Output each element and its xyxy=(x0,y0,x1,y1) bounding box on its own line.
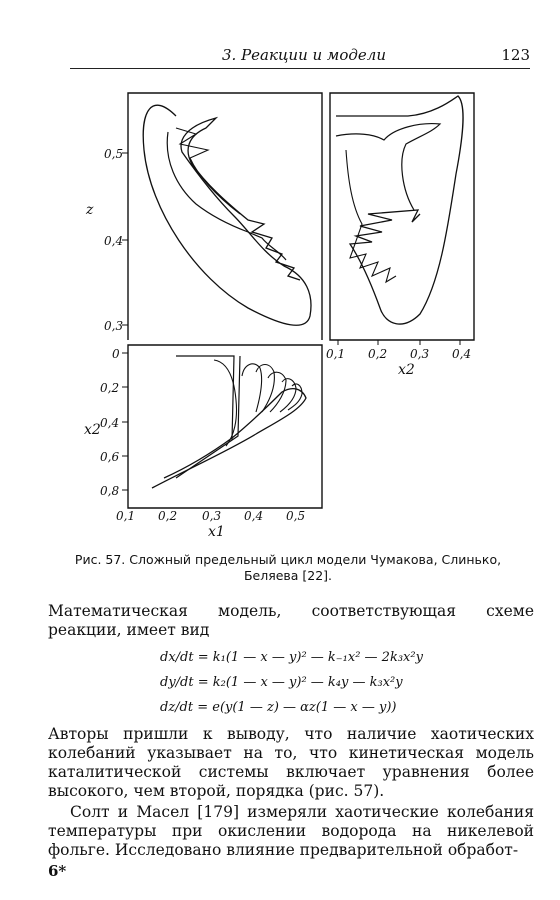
panel-x2-vs-x1 xyxy=(84,345,322,540)
attractor-trajectory xyxy=(336,124,440,210)
ytick-label: 0,3 xyxy=(104,319,124,333)
signature-mark: 6* xyxy=(48,862,67,880)
xtick-label: 0,5 xyxy=(286,509,306,523)
xtick-label: 0,1 xyxy=(326,347,346,361)
ytick-label: 0,2 xyxy=(100,381,120,395)
caption-text: Сложный предельный цикл модели Чумакова, Слинько, Беляева [22]. xyxy=(129,552,502,583)
attractor-trajectory xyxy=(346,150,396,282)
ytick-label: 0 xyxy=(112,347,120,361)
panel-frame xyxy=(128,93,322,340)
ytick-label: 0,4 xyxy=(104,234,124,248)
attractor-trajectory xyxy=(176,128,240,214)
equation-2: dy/dt = k₂(1 — x — y)² — k₄y — k₃x²y xyxy=(160,675,403,690)
attractor-loops xyxy=(242,364,302,412)
x-axis-label: x1 xyxy=(208,524,225,540)
section-title: 3. Реакции и модели xyxy=(222,46,386,64)
ytick-label: 0,5 xyxy=(104,147,124,161)
y-axis-label: x2 xyxy=(84,422,101,438)
figure-caption xyxy=(48,552,528,584)
ytick-label: 0,8 xyxy=(100,484,120,498)
ytick-label: 0,4 xyxy=(100,416,120,430)
x-axis-label: x2 xyxy=(398,362,415,378)
xtick-label: 0,4 xyxy=(452,347,472,361)
paragraph-3: Солт и Масел [179] измеряли хаотические колебания температуры при окислении водорода на никелевой фольге. Исследовано влияние предварительной обработ- xyxy=(48,803,534,859)
panel-z-vs-x1 xyxy=(85,93,322,340)
xtick-label: 0,1 xyxy=(116,509,136,523)
paragraph-1: Математическая модель, соответствующая схеме реакции, имеет вид xyxy=(48,602,534,639)
xtick-label: 0,2 xyxy=(368,347,388,361)
attractor-trajectory xyxy=(152,389,306,488)
page-number: 123 xyxy=(501,46,530,64)
xtick-label: 0,4 xyxy=(244,509,264,523)
paragraph-2: Авторы пришли к выводу, что наличие хаотических колебаний указывает на то, что кинетическая модель каталитической системы включает уравнения более высокого, чем второй, порядка (рис. 57). xyxy=(48,725,534,800)
equation-1: dx/dt = k₁(1 — x — y)² — k₋₁x² — 2k₃x²y xyxy=(160,650,423,665)
xtick-label: 0,2 xyxy=(158,509,178,523)
y-axis-label: z xyxy=(86,202,94,218)
equation-3: dz/dt = e(y(1 — z) — αz(1 — x — y)) xyxy=(160,700,397,715)
attractor-trajectory xyxy=(167,132,286,260)
panel-frame xyxy=(330,93,474,340)
xtick-label: 0,3 xyxy=(202,509,222,523)
attractor-trajectory xyxy=(143,105,311,325)
caption-label: Рис. 57. xyxy=(74,552,126,567)
panel-z-vs-x2 xyxy=(326,93,474,378)
ytick-label: 0,6 xyxy=(100,450,120,464)
panel-frame xyxy=(128,345,322,508)
xtick-label: 0,3 xyxy=(410,347,430,361)
